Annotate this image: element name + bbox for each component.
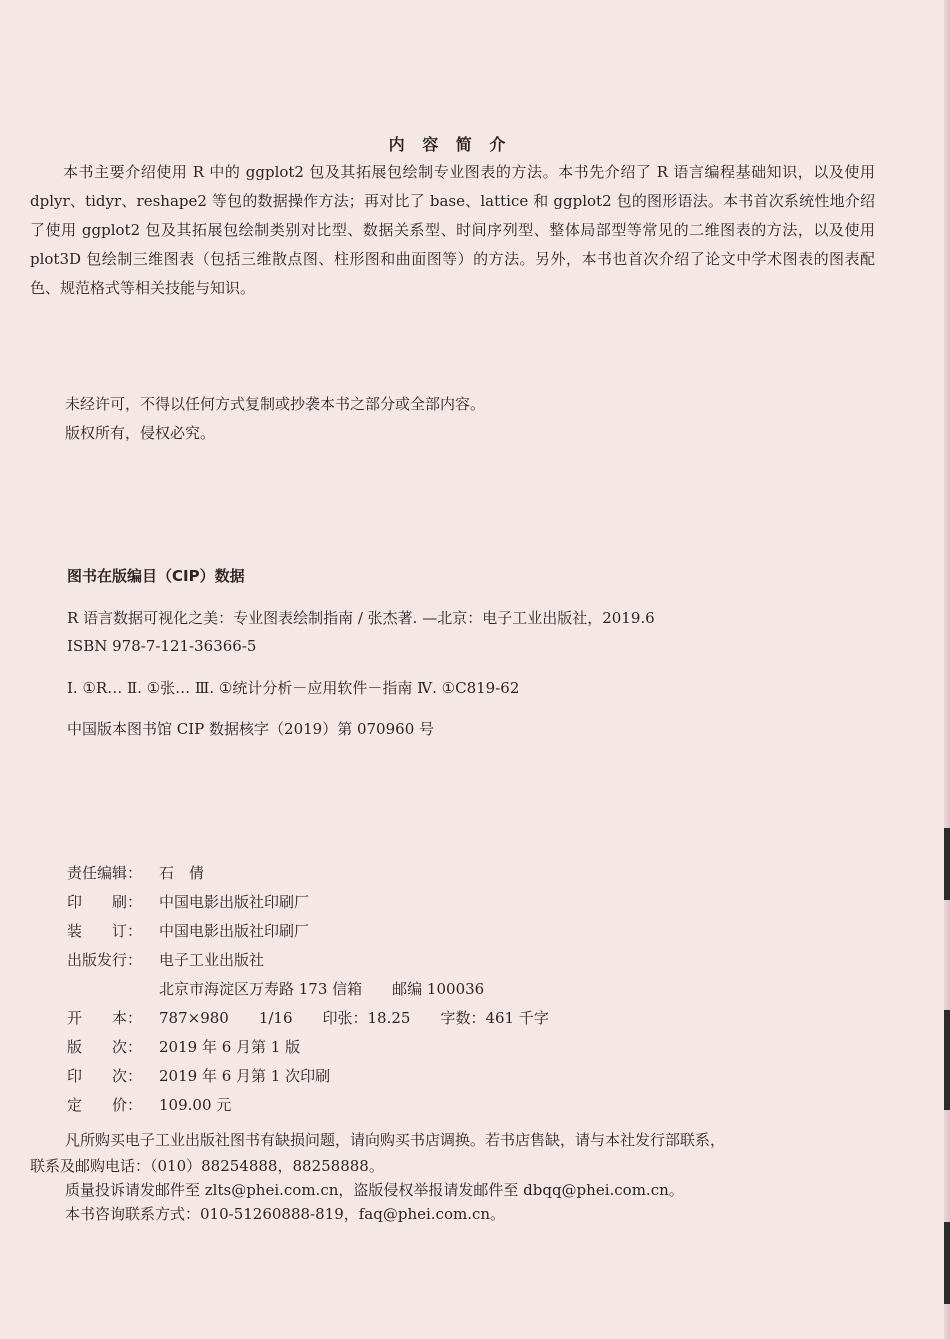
edge-mark xyxy=(944,828,950,900)
info-row xyxy=(67,1036,300,1057)
footer-line: 凡所购买电子工业出版社图书有缺损问题，请向购买书店调换。若书店售缺，请与本社发行部联系， xyxy=(65,1131,726,1149)
cip-record: R 语言数据可视化之美：专业图表绘制指南 / 张杰著. —北京：电子工业出版社，2019.6 xyxy=(67,609,655,627)
info-row xyxy=(67,891,309,912)
info-value: 石 倩 xyxy=(159,864,205,882)
page-title: 内 容 简 介 xyxy=(388,135,512,154)
copyright-notice: 未经许可，不得以任何方式复制或抄袭本书之部分或全部内容。 xyxy=(65,395,486,413)
info-row xyxy=(67,949,264,970)
info-row xyxy=(67,1065,330,1086)
info-label: 印 次： xyxy=(67,1067,143,1085)
info-value: 中国电影出版社印刷厂 xyxy=(159,893,310,911)
intro-paragraph: 本书主要介绍使用 R 中的 ggplot2 包及其拓展包绘制专业图表的方法。本书先介绍了 R 语言编程基础知识，以及使用 dplyr、tidyr、reshape2 等包的数据操作方法；再对比了 base、lattice 和 ggplot2 包的图形语法。本书首次系统性地介绍了使用 ggplot2 包及其拓展包绘制类别对比型、数据关系型、时间序列型、整体局部型等常见的二维图表的方法，以及使用 plot3D 包绘制三维图表（包括三维散点图、柱形图和曲面图等）的方法。另外，本书也首次介绍了论文中学术图表的图表配色、规范格式等相关技能与知识。 xyxy=(30,163,875,297)
info-label: 装 订： xyxy=(67,922,143,940)
info-value: 北京市海淀区万寿路 173 信箱 邮编 100036 xyxy=(159,980,485,998)
rights-reserved: 版权所有，侵权必究。 xyxy=(65,424,216,442)
info-row xyxy=(67,862,204,883)
info-row xyxy=(67,1094,231,1115)
edge-mark xyxy=(944,1010,950,1110)
footer-line: 联系及邮购电话：（010）88254888，88258888。 xyxy=(30,1157,384,1175)
info-row xyxy=(67,1007,549,1028)
info-value: 2019 年 6 月第 1 版 xyxy=(159,1038,301,1056)
info-value: 2019 年 6 月第 1 次印刷 xyxy=(159,1067,331,1085)
classification: Ⅰ. ①R… Ⅱ. ①张… Ⅲ. ①统计分析－应用软件－指南 Ⅳ. ①C819-62 xyxy=(67,679,520,697)
footer-line: 本书咨询联系方式：010-51260888-819，faq@phei.com.cn。 xyxy=(65,1205,506,1223)
footer-line: 质量投诉请发邮件至 zlts@phei.com.cn，盗版侵权举报请发邮件至 dbqq@phei.com.cn。 xyxy=(65,1181,684,1199)
info-label: 定 价： xyxy=(67,1096,143,1114)
info-value: 109.00 元 xyxy=(159,1096,232,1114)
info-label: 印 刷： xyxy=(67,893,143,911)
info-row xyxy=(67,920,309,941)
isbn: ISBN 978-7-121-36366-5 xyxy=(67,637,257,655)
info-label: 责任编辑： xyxy=(67,864,143,882)
info-value: 787×980 1/16 印张：18.25 字数：461 千字 xyxy=(159,1009,549,1027)
info-value: 中国电影出版社印刷厂 xyxy=(159,922,310,940)
page-edge xyxy=(944,0,950,1339)
cip-heading: 图书在版编目（CIP）数据 xyxy=(67,567,245,585)
cip-verification: 中国版本图书馆 CIP 数据核字（2019）第 070960 号 xyxy=(67,720,435,738)
edge-mark xyxy=(944,1222,950,1304)
info-row xyxy=(67,978,484,999)
info-value: 电子工业出版社 xyxy=(159,951,265,969)
info-label: 版 次： xyxy=(67,1038,143,1056)
info-label: 开 本： xyxy=(67,1009,143,1027)
info-label: 出版发行： xyxy=(67,951,143,969)
